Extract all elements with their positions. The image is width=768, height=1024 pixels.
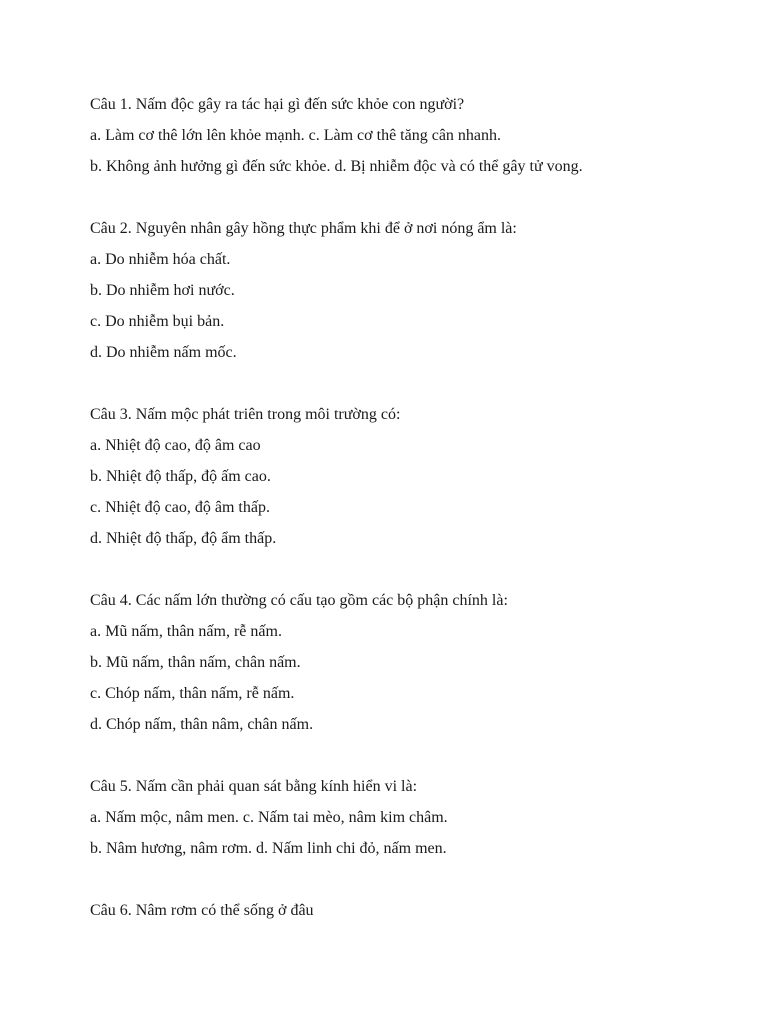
question-title: Câu 4. Các nấm lớn thường có cấu tạo gồm các bộ phận chính là: — [90, 592, 508, 609]
answer-option: b. Mũ nấm, thân nấm, chân nấm. — [90, 654, 301, 671]
answer-option: b. Nâm hương, nâm rơm. d. Nấm linh chi đỏ, nấm men. — [90, 840, 447, 857]
question-2 — [90, 213, 730, 368]
answer-option: c. Chóp nấm, thân nấm, rễ nấm. — [90, 685, 295, 702]
question-6 — [90, 895, 730, 926]
answer-option: b. Do nhiễm hơi nước. — [90, 282, 235, 299]
document-page — [90, 89, 730, 957]
question-title: Câu 1. Nấm độc gây ra tác hại gì đến sức khỏe con người? — [90, 96, 465, 113]
answer-option: c. Do nhiễm bụi bản. — [90, 313, 225, 330]
answer-option: c. Nhiệt độ cao, độ âm thấp. — [90, 499, 270, 516]
answer-option: d. Nhiệt độ thấp, độ ẩm thấp. — [90, 530, 277, 547]
answer-option: b. Nhiệt độ thấp, độ ấm cao. — [90, 468, 271, 485]
answer-option: a. Mũ nấm, thân nấm, rễ nấm. — [90, 623, 282, 640]
answer-option: a. Do nhiễm hóa chất. — [90, 251, 231, 268]
answer-option: a. Làm cơ thê lớn lên khỏe mạnh. c. Làm cơ thê tăng cân nhanh. — [90, 127, 502, 144]
question-title: Câu 3. Nấm mộc phát triên trong môi trường có: — [90, 406, 401, 423]
answer-option: d. Chóp nấm, thân nâm, chân nấm. — [90, 716, 314, 733]
answer-option: b. Không ảnh hưởng gì đến sức khỏe. d. Bị nhiễm độc và có thể gây tử vong. — [90, 158, 583, 175]
question-4 — [90, 585, 730, 740]
answer-option: a. Nấm mộc, nâm men. c. Nấm tai mèo, nâm kim châm. — [90, 809, 448, 826]
question-1 — [90, 89, 730, 182]
question-title: Câu 2. Nguyên nhân gây hồng thực phẩm khi để ở nơi nóng ẩm là: — [90, 220, 517, 237]
question-title: Câu 6. Nâm rơm có thể sống ở đâu — [90, 902, 314, 919]
answer-option: d. Do nhiễm nấm mốc. — [90, 344, 237, 361]
question-title: Câu 5. Nấm cần phải quan sát bằng kính hiển vi là: — [90, 778, 418, 795]
question-5 — [90, 771, 730, 864]
answer-option: a. Nhiệt độ cao, độ âm cao — [90, 437, 261, 454]
question-3 — [90, 399, 730, 554]
